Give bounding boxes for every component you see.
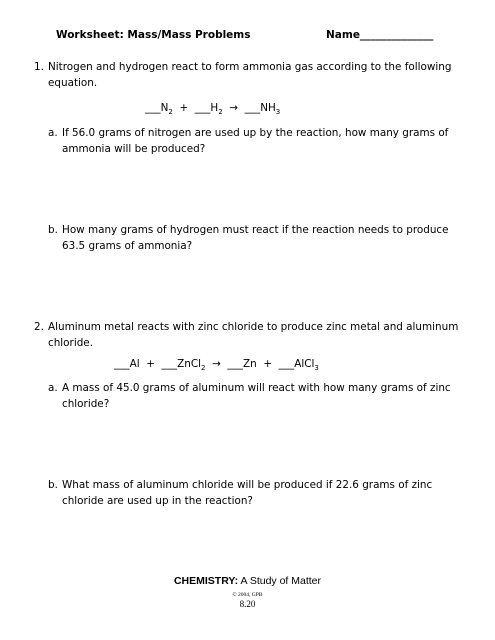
blank: ___: [194, 102, 211, 114]
question-2-line-1: Aluminum metal reacts with zinc chloride to produce zinc metal and aluminum: [48, 321, 459, 333]
question-1-number: 1.: [34, 61, 44, 73]
reactant-al: Al: [129, 358, 140, 370]
page-number: 8.20: [239, 599, 256, 609]
reactant-zncl: ZnCl: [177, 358, 201, 370]
question-2a-letter: a.: [48, 382, 58, 394]
question-1b-text: [62, 222, 449, 254]
question-2a-line-2: chloride?: [62, 398, 110, 410]
blank: ___: [278, 358, 295, 370]
plus-sign: +: [179, 102, 189, 114]
footer-copyright: © 2004, GPB: [232, 592, 263, 598]
question-1-equation: $\_\_\_N_2$ + $\_\_\_H_2$ → $\_\_\_NH_3$: [145, 102, 281, 117]
blank: ___: [244, 102, 261, 114]
question-1-line-2: equation.: [48, 77, 98, 89]
question-2b-text: [62, 477, 432, 509]
product-zn: Zn: [242, 358, 257, 370]
arrow-icon: →: [212, 358, 221, 370]
question-2-number: 2.: [34, 321, 44, 333]
plus-sign: +: [146, 358, 155, 370]
product-nh: NH: [260, 102, 276, 114]
product-alcl: AlCl: [294, 358, 315, 370]
question-1b-letter: b.: [48, 224, 58, 236]
question-2-text: [48, 319, 458, 351]
question-2-equation: ___Al + ___ZnCl$_2$ → ___Zn + ___AlCl$_3$: [114, 358, 319, 373]
question-1a-letter: a.: [48, 127, 58, 139]
question-1a-line-1: If 56.0 grams of nitrogen are used up by the reaction, how many grams of: [62, 127, 449, 139]
name-field-label: Name______________: [326, 29, 434, 41]
footer-subject-rest: A Study of Matter: [238, 575, 322, 587]
blank: ___: [114, 358, 130, 370]
worksheet-title: Worksheet: Mass/Mass Problems: [56, 29, 251, 41]
question-2a-line-1: A mass of 45.0 grams of aluminum will react with how many grams of zinc: [62, 382, 451, 394]
plus-sign: +: [263, 358, 273, 370]
blank: ___: [161, 358, 178, 370]
question-2-line-2: chloride.: [48, 337, 93, 349]
question-2b-line-1: What mass of aluminum chloride will be produced if 22.6 grams of zinc: [62, 479, 433, 491]
blank: ___: [227, 358, 243, 370]
arrow-icon: →: [229, 102, 238, 114]
question-1-line-1: Nitrogen and hydrogen react to form ammonia gas according to the following: [48, 61, 452, 73]
question-1b-line-1: How many grams of hydrogen must react if the reaction needs to produce: [62, 224, 449, 236]
question-2a-text: [62, 380, 451, 412]
question-1a-line-2: ammonia will be produced?: [62, 143, 206, 155]
question-1a-text: [62, 125, 448, 157]
question-1b-line-2: 63.5 grams of ammonia?: [62, 240, 193, 252]
question-2b-line-2: chloride are used up in the reaction?: [62, 495, 253, 507]
blank: ___: [145, 102, 161, 114]
reactant-h: H: [210, 102, 219, 114]
question-2b-letter: b.: [48, 479, 58, 491]
question-1-text: [48, 59, 451, 91]
footer-subject: [0, 575, 495, 587]
footer-subject-bold: CHEMISTRY:: [173, 575, 239, 587]
reactant-n: N: [160, 102, 169, 114]
